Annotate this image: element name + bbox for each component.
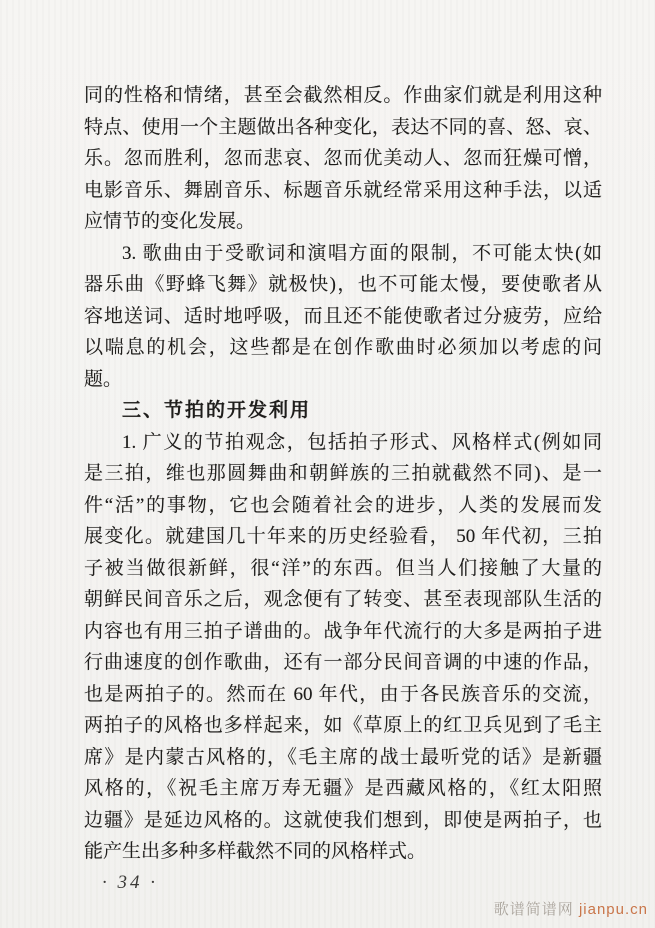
text-line: 特点、使用一个主题做出各种变化，表达不同的喜、怒、哀、 [84,116,602,138]
text-line: 器乐曲《野蜂飞舞》就极快)，也不可能太慢，要使歌者从 [84,274,602,295]
text-line: 应情节的变化发展。 [84,211,256,232]
text-line: 子被当做很新鲜，很“洋”的东西。但当人们接触了大量的 [84,557,602,579]
text-line: 朝鲜民间音乐之后，观念便有了转变、甚至表现部队生活的 [84,589,602,610]
text-line: 两拍子的风格也多样起来，如《草原上的红卫兵见到了毛主 [84,715,602,736]
text-line: 能产生出多种多样截然不同的风格样式。 [84,841,427,862]
text-line: 以喘息的机会，这些都是在创作歌曲时必须加以考虑的问 [84,337,602,358]
text-line: 风格的，《祝毛主席万寿无疆》是西藏风格的，《红太阳照 [84,778,602,799]
text-line: 展变化。就建国几十年来的历史经验看， 50 年代初，三拍 [84,526,602,547]
text-line: 内容也有用三拍子谱曲的。战争年代流行的大多是两拍子进 [84,620,602,642]
text-line: 也是两拍子的。然而在 60 年代，由于各民族音乐的交流， [84,683,602,705]
text-line: 电影音乐、舞剧音乐、标题音乐就经常采用这种手法，以适 [84,179,602,201]
watermark-site-name: 歌谱简谱网 [493,901,574,918]
text-line: 容地送词、适时地呼吸，而且还不能使歌者过分疲劳，应给 [84,305,602,327]
page-number: · 34 · [102,872,158,893]
text-line: 3. 歌曲由于受歌词和演唱方面的限制，不可能太快(如 [122,242,602,264]
text-line: 题。 [84,368,123,390]
text-line: 1. 广义的节拍观念，包括拍子形式、风格样式(例如同 [122,431,602,453]
text-line: 是三拍，维也那圆舞曲和朝鲜族的三拍就截然不同)、是一 [84,463,602,484]
text-line: 席》是内蒙古风格的，《毛主席的战士最听党的话》是新疆 [84,746,602,768]
text-line: 边疆》是延边风格的。这就使我们想到，即使是两拍子，也 [84,809,602,831]
body-text [84,80,602,868]
text-line: 同的性格和情绪，甚至会截然相反。作曲家们就是利用这种 [84,85,602,106]
section-heading: 三、节拍的开发利用 [122,400,312,421]
text-line: 件“活”的事物，它也会随着社会的进步，人类的发展而发 [84,494,602,516]
text-line: 乐。忽而胜利，忽而悲哀、忽而优美动人、忽而狂燥可憎， [84,148,602,169]
text-line: 行曲速度的创作歌曲，还有一部分民间音调的中速的作品， [84,652,602,673]
watermark-site-url: jianpu.cn [578,901,648,918]
watermark [494,898,648,919]
